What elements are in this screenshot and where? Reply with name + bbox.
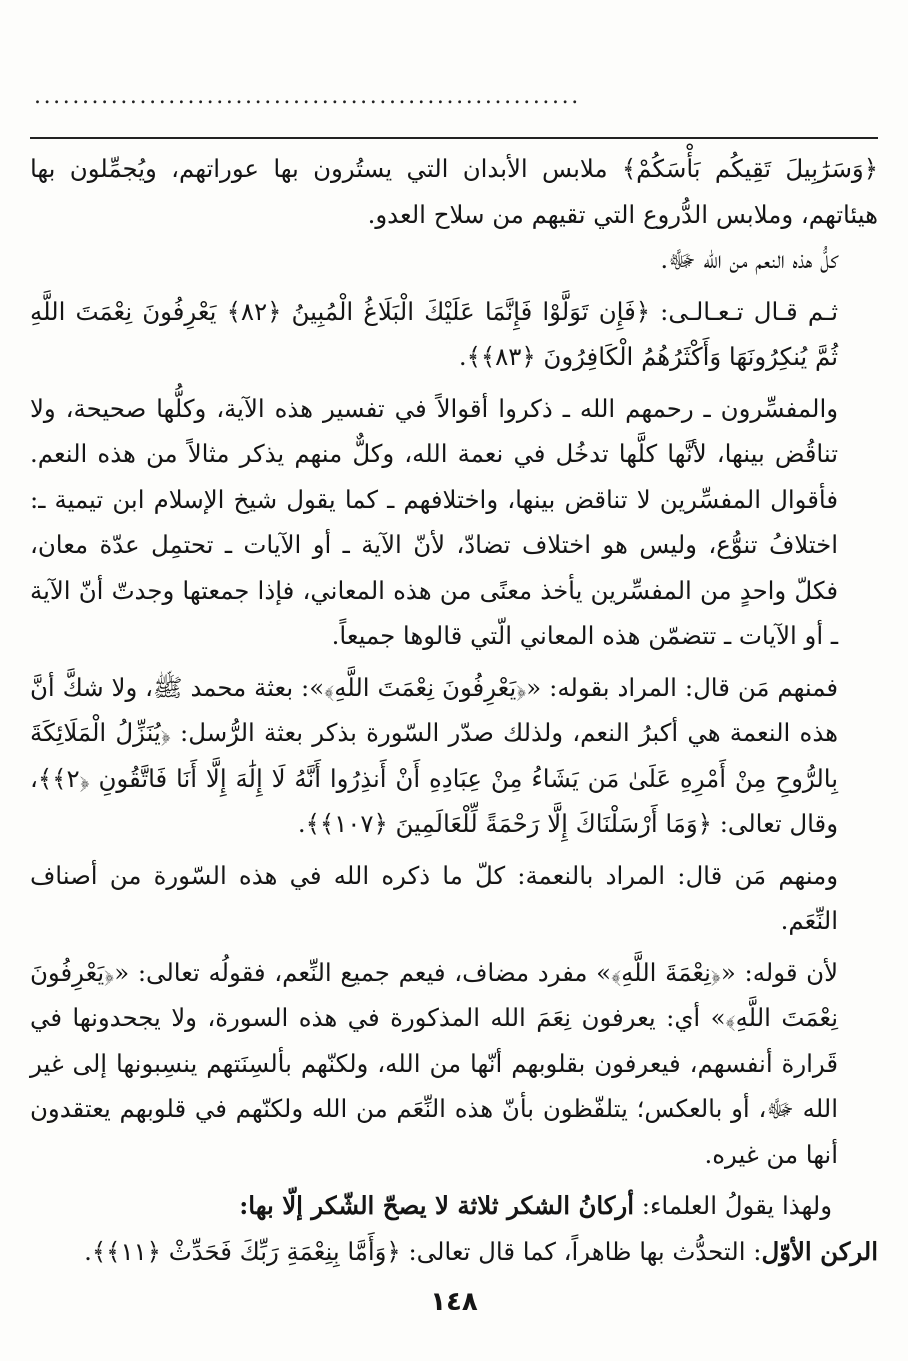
paragraph-first-pillar: [30, 1229, 878, 1275]
paragraph-commentators: والمفسِّرون ـ رحمهم الله ـ ذكروا أقوالاً في تفسير هذه الآية، وكلُّها صحيحة، ولا تناقُض بينها، لأنَّها كلَّها تدخُل في نعمة الله، وكلٌّ منهم يذكر مثالاً من هذه النعم. فأقوال المفسِّرين لا تناقض بينها، واختلافهم ـ كما يقول شيخ الإسلام ابن تيمية ـ: اختلافُ تنوُّع، وليس هو اختلاف تضادّ، لأنّ الآية ـ أو الآيات ـ تحتمِل عدّة معان، فكلّ واحدٍ من المفسِّرين يأخذ معنًى من هذه المعاني، فإذا جمعتها وجدتّ أنّ الآية ـ أو الآيات ـ تتضمّن هذه المعاني الّتي قالوها جميعاً.: [30, 393, 838, 650]
page-number: ١٤٨: [430, 1287, 478, 1317]
dot-leader: .........................................................: [34, 86, 581, 108]
page-body: [30, 146, 878, 1274]
footnote-separator-rule: [30, 137, 878, 139]
paragraph-singular-annexed: لأن قوله: «﴿نِعْمَةَ اللَّهِ﴾» مفرد مضاف، فيعم جميع النِّعم، فقولُه تعالى: «﴿يَعْرِفُونَ نِعْمَتَ اللَّهِ﴾» أي: يعرفون نِعَمَ الله المذكورة في هذه السورة، ولا يجحدونها في قَرارة أنفسهم، فيعرفون بقلوبهم أنّها من الله، ولكنّهم بألسِنَتهم ينسِبونها إلى غير الله ﷻ، أو بالعكس؛ يتلفّظون بأنّ هذه النِّعَم من الله ولكنّهم في قلوبهم يعتقدون أنها من غيره.: [30, 957, 838, 1169]
paragraph-all-blessings-of-surah: ومنهم مَن قال: المراد بالنعمة: كلّ ما ذكره الله في هذه السّورة من أصناف النِّعَم.: [30, 860, 838, 935]
first-pillar-heading: الركن الأوّل: [761, 1236, 878, 1266]
paragraph-all-blessings: كلُّ هذه النعم من الله ﷻ.: [660, 245, 838, 274]
paragraph-prophet-mission: فمنهم مَن قال: المراد بقوله: «﴿يَعْرِفُونَ نِعْمَتَ اللَّهِ﴾»: بعثة محمد ﷺ، ولا شكَّ أنَّ هذه النعمة هي أكبرُ النعم، ولذلك صدّر السّورة بذكر بعثة الرُّسل: ﴿يُنَزِّلُ الْمَلَائِكَةَ بِالرُّوحِ مِنْ أَمْرِهِ عَلَىٰ مَن يَشَاءُ مِنْ عِبَادِهِ أَنْ أَنذِرُوا أَنَّهُ لَا إِلَٰهَ إِلَّا أَنَا فَاتَّقُونِ ﴿٢﴾﴾، وقال تعالى: ﴿وَمَا أَرْسَلْنَاكَ إِلَّا رَحْمَةً لِّلْعَالَمِينَ ﴿١٠٧﴾﴾.: [30, 672, 838, 838]
paragraph-garments: ﴿وَسَرَٰبِيلَ تَقِيكُم بَأْسَكُمْ﴾ ملابس الأبدان التي يستُرون بها عوراتهم، ويُجمِّلون بها هيئاتهم، وملابس الدُّروع التي تقيهم من سلاح العدو.: [30, 154, 878, 229]
first-pillar-text: : التحدُّث بها ظاهراً، كما قال تعالى: ﴿وَأَمَّا بِنِعْمَةِ رَبِّكَ فَحَدِّثْ ﴿١١﴾﴾.: [84, 1236, 762, 1266]
pillars-heading: أركانُ الشكر ثلاثة لا يصحّ الشّكر إلّا بها:: [239, 1191, 634, 1220]
paragraph-pillars-of-gratitude: [30, 1183, 878, 1229]
paragraph-verse-83: ثـم قـال تـعـالـى: ﴿فَإِن تَوَلَّوْا فَإِنَّمَا عَلَيْكَ الْبَلَاغُ الْمُبِينُ ﴿٨٢﴾ يَعْرِفُونَ نِعْمَتَ اللَّهِ ثُمَّ يُنكِرُونَهَا وَأَكْثَرُهُمُ الْكَافِرُونَ ﴿٨٣﴾﴾.: [30, 296, 838, 371]
pillars-lead-text: ولهذا يقولُ العلماء:: [633, 1191, 832, 1220]
